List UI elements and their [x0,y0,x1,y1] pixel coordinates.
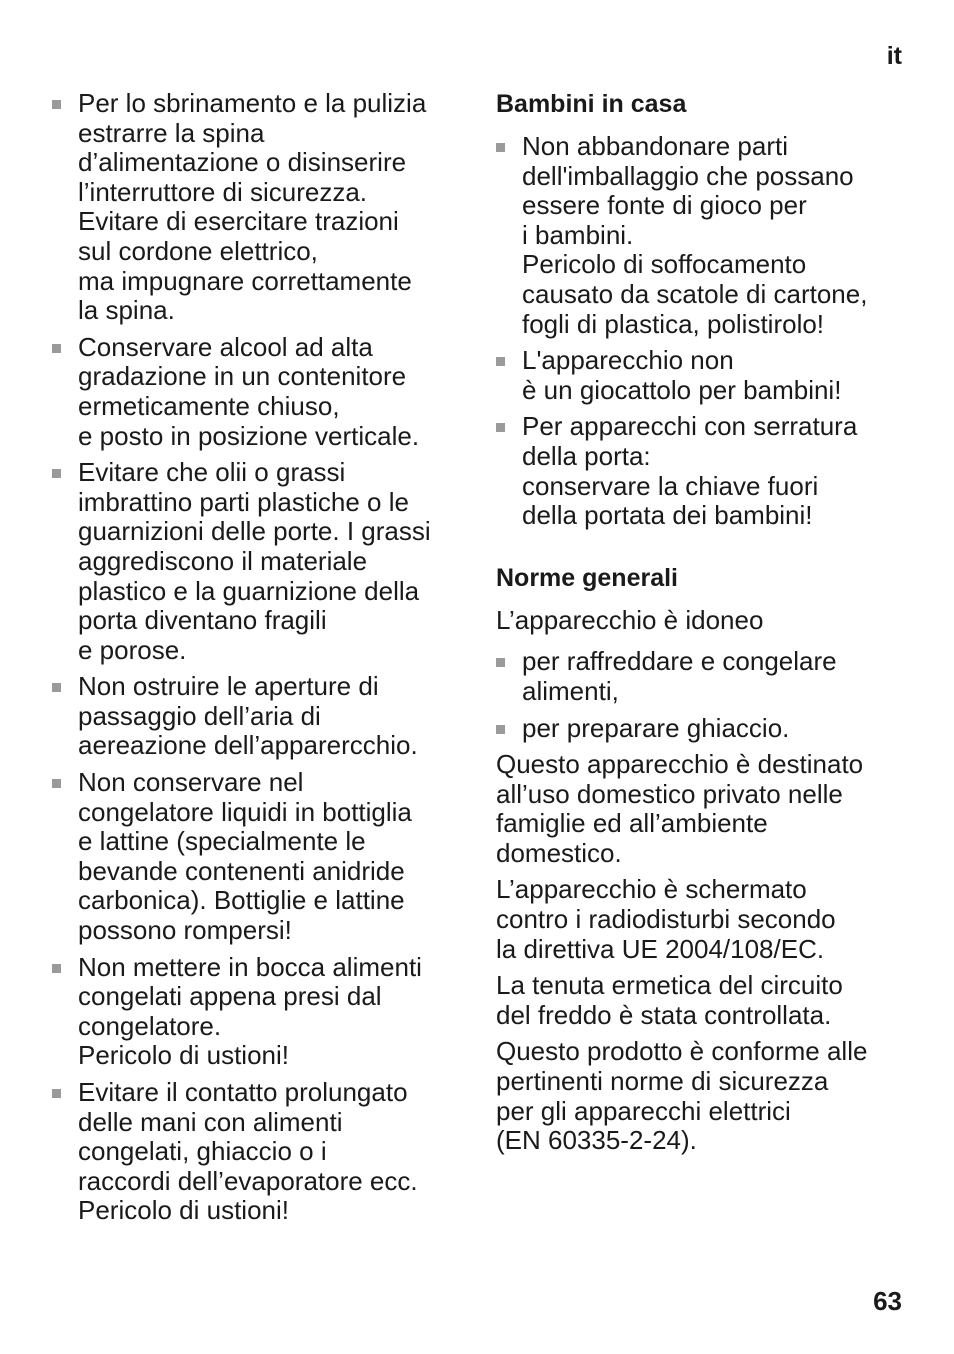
list-item [52,1078,460,1226]
text-line: i bambini. [522,219,634,250]
children-list [496,132,906,531]
bullet-square-icon [496,357,505,366]
general-paragraphs [496,750,906,1156]
text-line: la spina. [78,295,175,326]
text-line: per raffreddare e congelare [522,646,837,677]
children-section [496,89,906,531]
text-line: conservare la chiave fuori [522,470,819,501]
text-line: Evitare di esercitare trazioni [78,206,399,237]
text-line: congelatore liquidi in bottiglia [78,796,412,827]
text-line: aereazione dell’apparercchio. [78,730,418,761]
text-line: l’interruttore di sicurezza. [78,176,367,207]
list-item [52,768,460,946]
text-line: Pericolo di soffocamento [522,249,807,280]
text-line: dell'imballaggio che possano [522,160,854,191]
left-column [52,89,460,1233]
text-line: fogli di plastica, polistirolo! [522,308,825,339]
text-line: Pericolo di ustioni! [78,1040,289,1071]
text-line: porta diventano fragili [78,605,327,636]
paragraph [496,1037,906,1155]
text-line: congelatore. [78,1010,222,1041]
bullet-square-icon [52,100,61,109]
text-line: guarnizioni delle porte. I grassi [78,516,431,547]
text-line: Non mettere in bocca alimenti [78,951,422,982]
paragraph [496,971,906,1030]
text-line: Evitare che olii o grassi [78,457,346,488]
text-line: Conservare alcool ad alta [78,331,373,362]
list-item [52,89,460,326]
text-line: all’uso domestico privato nelle [496,778,843,809]
text-line: raccordi dell’evaporatore ecc. [78,1165,418,1196]
language-code: it [886,42,902,70]
text-line: Per apparecchi con serratura [522,411,858,442]
list-item [52,458,460,665]
text-line: Questo prodotto è conforme alle [496,1036,868,1067]
list-item [496,647,906,706]
text-line: pertinenti norme di sicurezza [496,1066,829,1097]
text-line: Non ostruire le aperture di [78,671,379,702]
text-line: delle mani con alimenti [78,1106,343,1137]
text-line: carbonica). Bottiglie e lattine [78,885,405,916]
section-heading-general: Norme generali [496,563,679,592]
text-line: estrarre la spina [78,117,265,148]
text-line: aggrediscono il materiale [78,545,368,576]
list-item [496,132,906,339]
list-item [52,672,460,761]
bullet-square-icon [52,683,61,692]
text-line: passaggio dell’aria di [78,700,321,731]
text-line: Non abbandonare parti [522,131,788,161]
text-line: del freddo è stata controllata. [496,999,832,1030]
bullet-square-icon [496,725,505,734]
list-item [496,346,906,405]
general-rules-section [496,563,906,1156]
text-line: (EN 60335-2-24). [496,1125,697,1156]
text-line: Pericolo di ustioni! [78,1195,289,1226]
text-line: contro i radiodisturbi secondo [496,904,836,935]
text-line: ermeticamente chiuso, [78,390,340,421]
text-line: famiglie ed all’ambiente [496,808,768,839]
text-line: congelati, ghiaccio o i [78,1136,327,1167]
text-line: la direttiva UE 2004/108/EC. [496,933,825,964]
right-column [496,89,906,1163]
text-line: possono rompersi! [78,915,292,946]
list-item [496,714,906,744]
text-line: congelati appena presi dal [78,981,382,1012]
usage-list [496,647,906,743]
list-item [52,333,460,451]
text-line: causato da scatole di cartone, [522,278,868,309]
text-line: per preparare ghiaccio. [522,712,790,743]
bullet-square-icon [52,779,61,788]
list-item [496,412,906,530]
text-line: bevande contenenti anidride [78,855,405,886]
section-heading-children: Bambini in casa [496,90,687,118]
text-line: L’apparecchio è schermato [496,874,807,905]
bullet-square-icon [52,469,61,478]
text-line: d’alimentazione o disinserire [78,147,407,178]
list-item [52,953,460,1071]
paragraph [496,875,906,964]
bullet-square-icon [52,344,61,353]
text-line: è un giocattolo per bambini! [522,374,842,405]
text-line: e porose. [78,634,187,665]
safety-list [52,89,460,1226]
bullet-square-icon [496,658,505,667]
text-line: ma impugnare correttamente [78,265,412,296]
text-line: e lattine (specialmente le [78,826,366,857]
bullet-square-icon [52,1089,61,1098]
text-line: e posto in posizione verticale. [78,420,420,451]
text-line: essere fonte di gioco per [522,190,807,221]
text-line: gradazione in un contenitore [78,361,407,392]
text-line: imbrattino parti plastiche o le [78,486,409,517]
text-line: La tenuta ermetica del circuito [496,970,843,1001]
bullet-square-icon [496,423,505,432]
text-line: plastico e la guarnizione della [78,575,420,606]
paragraph [496,750,906,868]
text-line: Questo apparecchio è destinato [496,749,864,780]
text-line: Evitare il contatto prolungato [78,1077,408,1107]
text-line: Per lo sbrinamento e la pulizia [78,88,427,118]
text-line: L'apparecchio non [522,345,734,376]
text-line: sul cordone elettrico, [78,235,318,266]
text-line: per gli apparecchi elettrici [496,1095,791,1126]
text-line: Non conservare nel [78,767,304,798]
bullet-square-icon [496,143,505,152]
intro-text: L’apparecchio è idoneo [496,604,764,635]
text-line: della porta: [522,440,651,471]
text-line: domestico. [496,837,622,868]
page-number: 63 [873,1286,902,1316]
text-line: della portata dei bambini! [522,500,813,531]
bullet-square-icon [52,964,61,973]
text-line: alimenti, [522,675,619,706]
